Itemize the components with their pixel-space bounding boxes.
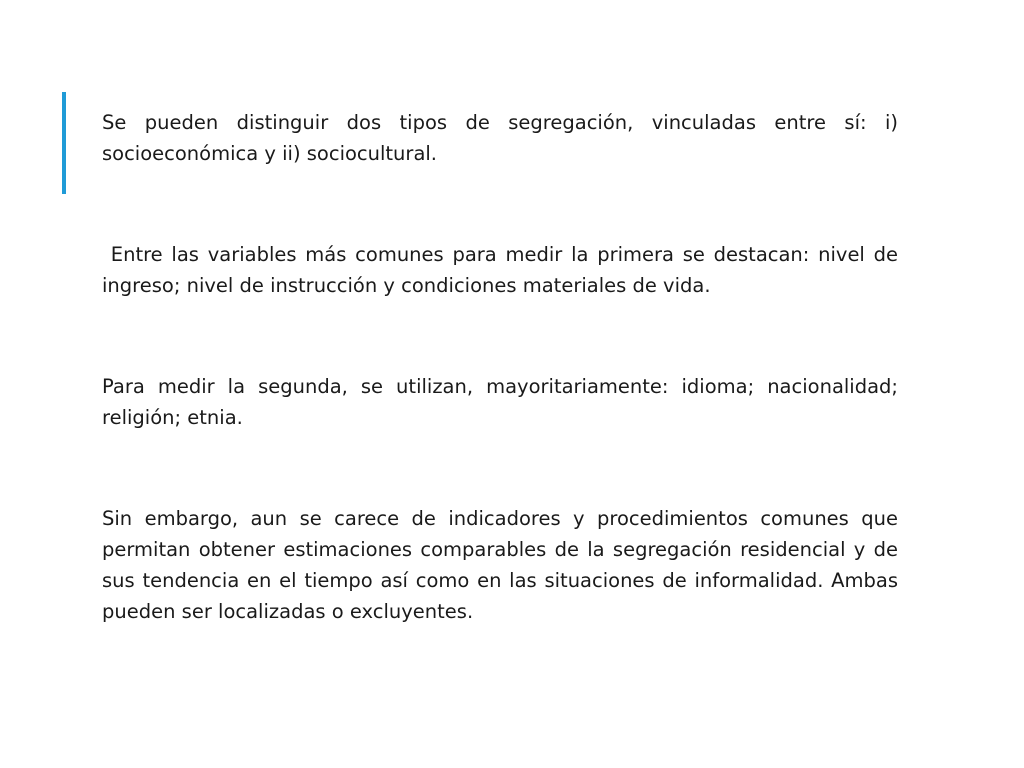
paragraph-segregation-types: Se pueden distinguir dos tipos de segregación, vinculadas entre sí: i) socioeconómica y ii) sociocultural.: [102, 111, 898, 165]
paragraph-lack-of-indicators: Sin embargo, aun se carece de indicadores y procedimientos comunes que permitan obtener estimaciones comparables de la segregación residencial y de sus tendencia en el tiempo así como en las situaciones de informalidad. Ambas pueden ser localizadas o excluyentes.: [102, 507, 898, 623]
paragraph-sociocultural-variables: Para medir la segunda, se utilizan, mayoritariamente: idioma; nacionalidad; religión; etnia.: [102, 375, 898, 429]
accent-bar: [62, 92, 66, 194]
paragraph-socioeconomic-variables: Entre las variables más comunes para medir la primera se destacan: nivel de ingreso; nivel de instrucción y condiciones materiales de vida.: [102, 243, 905, 297]
